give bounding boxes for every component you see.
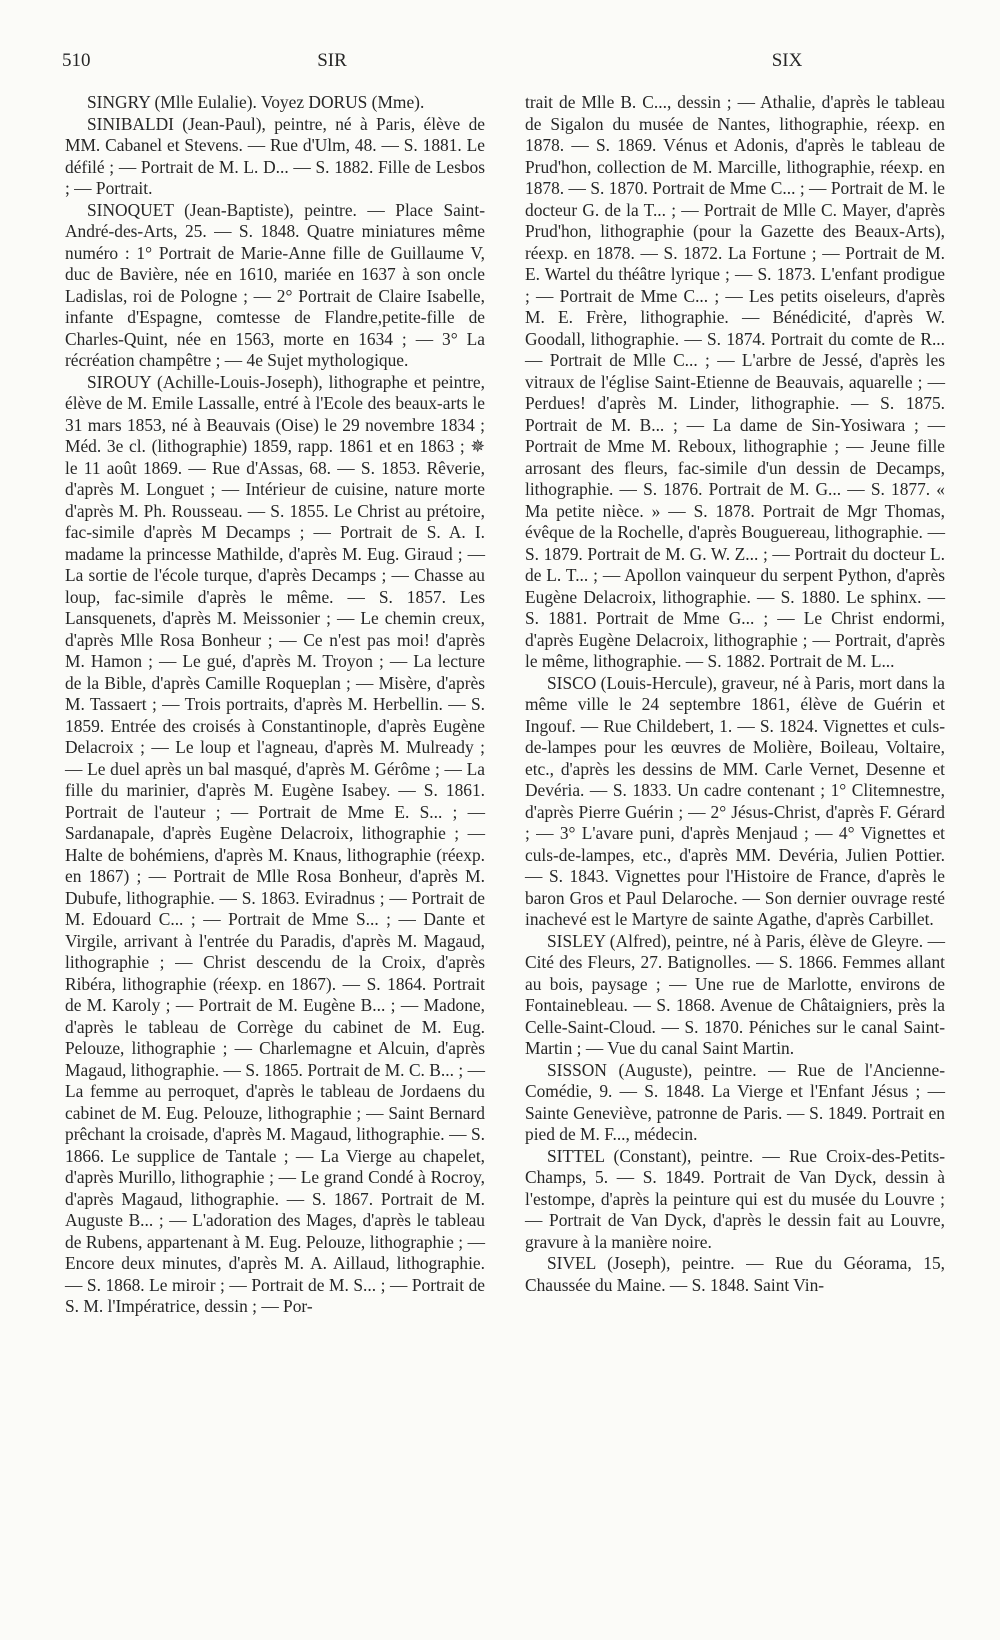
right-column <box>525 92 945 1296</box>
entry-sirouy-continued: trait de Mlle B. C..., dessin ; — Athalie, d'après le tableau de Sigalon du musée de Nantes, lithographie, réexp. en 1878. — S. 1869. Vénus et Adonis, d'après le tableau de Prud'hon, collection de M. Marcille, lithographie, réexp. en 1878. — S. 1870. Portrait de Mme C... ; — Portrait de M. le docteur G. de la T... ; — Portrait de Mlle C. Mayer, d'après Prud'hon, lithographie (pour la Gazette des Beaux-Arts), réexp. en 1878. — S. 1872. La Fortune ; — Portrait de M. E. Wartel du théâtre lyrique ; — S. 1873. L'enfant prodigue ; — Portrait de Mme C... ; — Les petits oiseleurs, d'après M. E. Frère, lithographie. — Bénédicité, d'après W. Goodall, lithographie. — S. 1874. Portrait du comte de R... — Portrait de Mlle C... ; — L'arbre de Jessé, d'après les vitraux de l'église Saint-Etienne de Beauvais, aquarelle ; — Perdues! d'après M. Linder, lithographie. — S. 1875. Portrait de M. B... ; — La dame de Sin-Yosiwara ; — Portrait de Mme M. Reboux, lithographie ; — Jeune fille arrosant des fleurs, fac-simile d'un dessin de Decamps, lithographie. — S. 1876. Portrait de M. G... — S. 1877. « Ma petite nièce. » — S. 1878. Portrait de Mgr Thomas, évêque de la Rochelle, d'après Bouguereau, lithographie. — S. 1879. Portrait de M. G. W. Z... ; — Portrait du docteur L. de L. T... ; — Apollon vainqueur du serpent Python, d'après Eugène Delacroix, lithographie. — S. 1880. Le sphinx. — S. 1881. Portrait de Mme G... ; — Le Christ endormi, d'après Eugène Delacroix, lithographie ; — Portrait, d'après le même, lithographie. — S. 1882. Portrait de M. L... <box>525 92 945 671</box>
entry-sivel: SIVEL (Joseph), peintre. — Rue du Géorama, 15, Chaussée du Maine. — S. 1848. Saint Vin- <box>525 1253 945 1295</box>
entry-sisson: SISSON (Auguste), peintre. — Rue de l'Ancienne-Comédie, 9. — S. 1848. La Vierge et l'Enfant Jésus ; — Sainte Geneviève, patronne de Paris. — S. 1849. Portrait en pied de M. F..., médecin. <box>525 1059 945 1144</box>
left-column <box>65 92 485 1318</box>
page-header <box>62 50 938 80</box>
entry-sisco: SISCO (Louis-Hercule), graveur, né à Paris, mort dans la même ville le 24 septembre 1861, élève de Guérin et Ingouf. — Rue Childebert, 1. — S. 1824. Vignettes et culs-de-lampes pour les œuvres de Molière, Boileau, Voltaire, etc., d'après les dessins de MM. Carle Vernet, Desenne et Devéria. — S. 1833. Un cadre contenant ; 1° Clitemnestre, d'après Pierre Guérin ; — 2° Jésus-Christ, d'après F. Gérard ; — 3° L'avare puni, d'après Menjaud ; — 4° Vignettes et culs-de-lampes, etc., d'après MM. Devéria, Julien Pottier. — S. 1843. Vignettes pour l'Histoire de France, d'après le baron Gros et Paul Delaroche. — Son dernier ouvrage resté inachevé est le Martyre de sainte Agathe, d'après Carbillet. <box>525 672 945 929</box>
entry-sittel: SITTEL (Constant), peintre. — Rue Croix-des-Petits-Champs, 5. — S. 1849. Portrait de Van Dyck, dessin à l'estompe, d'après la peinture qui est du musée du Louvre ; — Portrait de Van Dyck, d'après le dessin fait au Louvre, gravure à la manière noire. <box>525 1145 945 1252</box>
right-running-head: SIX <box>771 50 803 71</box>
entry-sisley: SISLEY (Alfred), peintre, né à Paris, élève de Gleyre. — Cité des Fleurs, 27. Batignolles. — S. 1866. Femmes allant au bois, paysage ; — Une rue de Marlotte, environs de Fontainebleau. — S. 1868. Avenue de Châtaigniers, près la Celle-Saint-Cloud. — S. 1870. Péniches sur le canal Saint-Martin ; — Vue du canal Saint Martin. <box>525 930 945 1058</box>
entry-sirouy: SIROUY (Achille-Louis-Joseph), lithographe et peintre, élève de M. Emile Lassalle, entré à l'Ecole des beaux-arts le 31 mars 1853, né à Beauvais (Oise) le 29 novembre 1834 ; Méd. 3e cl. (lithographie) 1859, rapp. 1861 et en 1863 ; ✵ le 11 août 1869. — Rue d'Assas, 68. — S. 1853. Rêverie, d'après M. Longuet ; — Intérieur de cuisine, nature morte d'après M. Ph. Rousseau. — S. 1855. Le Christ au prétoire, fac-simile d'après M Decamps ; — Portrait de S. A. I. madame la princesse Mathilde, d'après M. Eug. Giraud ; — La sortie de l'école turque, d'après Decamps ; — Chasse au loup, fac-simile d'après le même. — S. 1857. Les Lansquenets, d'après M. Meissonier ; — Le chemin creux, d'après Mlle Rosa Bonheur ; — Ce n'est pas moi! d'après M. Hamon ; — Le gué, d'après M. Troyon ; — La lecture de la Bible, d'après Camille Roqueplan ; — Misère, d'après M. Tassaert ; — Trois portraits, d'après M. Herbellin. — S. 1859. Entrée des croisés à Constantinople, d'après Eugène Delacroix ; — Le loup et l'agneau, d'après M. Mulready ; — Le duel après un bal masqué, d'après M. Gérôme ; — La fille du marinier, d'après M. Eugène Isabey. — S. 1861. Portrait de l'auteur ; — Portrait de Mme E. S... ; — Sardanapale, d'après Eugène Delacroix, lithographie ; — Halte de bohémiens, d'après M. Knaus, lithographie (réexp. en 1867) ; — Portrait de Mlle Rosa Bonheur, d'après M. Dubufe, lithographie. — S. 1863. Eviradnus ; — Portrait de M. Edouard C... ; — Portrait de Mme S... ; — Dante et Virgile, arrivant à l'entrée du Paradis, d'après M. Magaud, lithographie ; — Christ descendu de la Croix, d'après Ribéra, lithographie (réexp. en 1867). — S. 1864. Portrait de M. Karoly ; — Portrait de M. Eugène B... ; — Madone, d'après le tableau de Corrège du cabinet de M. Eug. Pelouze, lithographie ; — Charlemagne et Alcuin, d'après Magaud, lithographie. — S. 1865. Portrait de M. C. B... ; — La femme au perroquet, d'après le tableau de Jordaens du cabinet de M. Eug. Pelouze, lithographie ; — Saint Bernard prêchant la croisade, d'après M. Magaud, lithographie. — S. 1866. Le supplice de Tantale ; — La Vierge au chapelet, d'après Murillo, lithographie ; — Le grand Condé à Rocroy, d'après Magaud, lithographie. — S. 1867. Portrait de M. Auguste B... ; — L'adoration des Mages, d'après le tableau de Rubens, appartenant à M. Eug. Pelouze, lithographie ; — Encore deux minutes, d'après M. A. Aillaud, lithographie. — S. 1868. Le miroir ; — Portrait de M. S... ; — Portrait de S. M. l'Impératrice, dessin ; — Por- <box>65 371 485 1316</box>
entry-sinibaldi: SINIBALDI (Jean-Paul), peintre, né à Paris, élève de MM. Cabanel et Stevens. — Rue d'Ulm, 48. — S. 1881. Le défilé ; — Portrait de M. L. D... — S. 1882. Fille de Lesbos ; — Portrait. <box>65 113 485 198</box>
entry-sinoquet: SINOQUET (Jean-Baptiste), peintre. — Place Saint-André-des-Arts, 25. — S. 1848. Quatre miniatures même numéro : 1° Portrait de Marie-Anne fille de Guillaume V, duc de Bavière, née en 1610, mariée en 1637 à son oncle Ladislas, roi de Pologne ; — 2° Portrait de Claire Isabelle, infante d'Espagne, comtesse de Flandre,petite-fille de Charles-Quint, née en 1563, morte en 1634 ; — 3° La récréation champêtre ; — 4e Sujet mythologique. <box>65 199 485 370</box>
entry-singry: SINGRY (Mlle Eulalie). Voyez DORUS (Mme). <box>87 92 425 112</box>
left-running-head: SIR <box>317 50 347 71</box>
page-number: 510 <box>62 50 91 71</box>
